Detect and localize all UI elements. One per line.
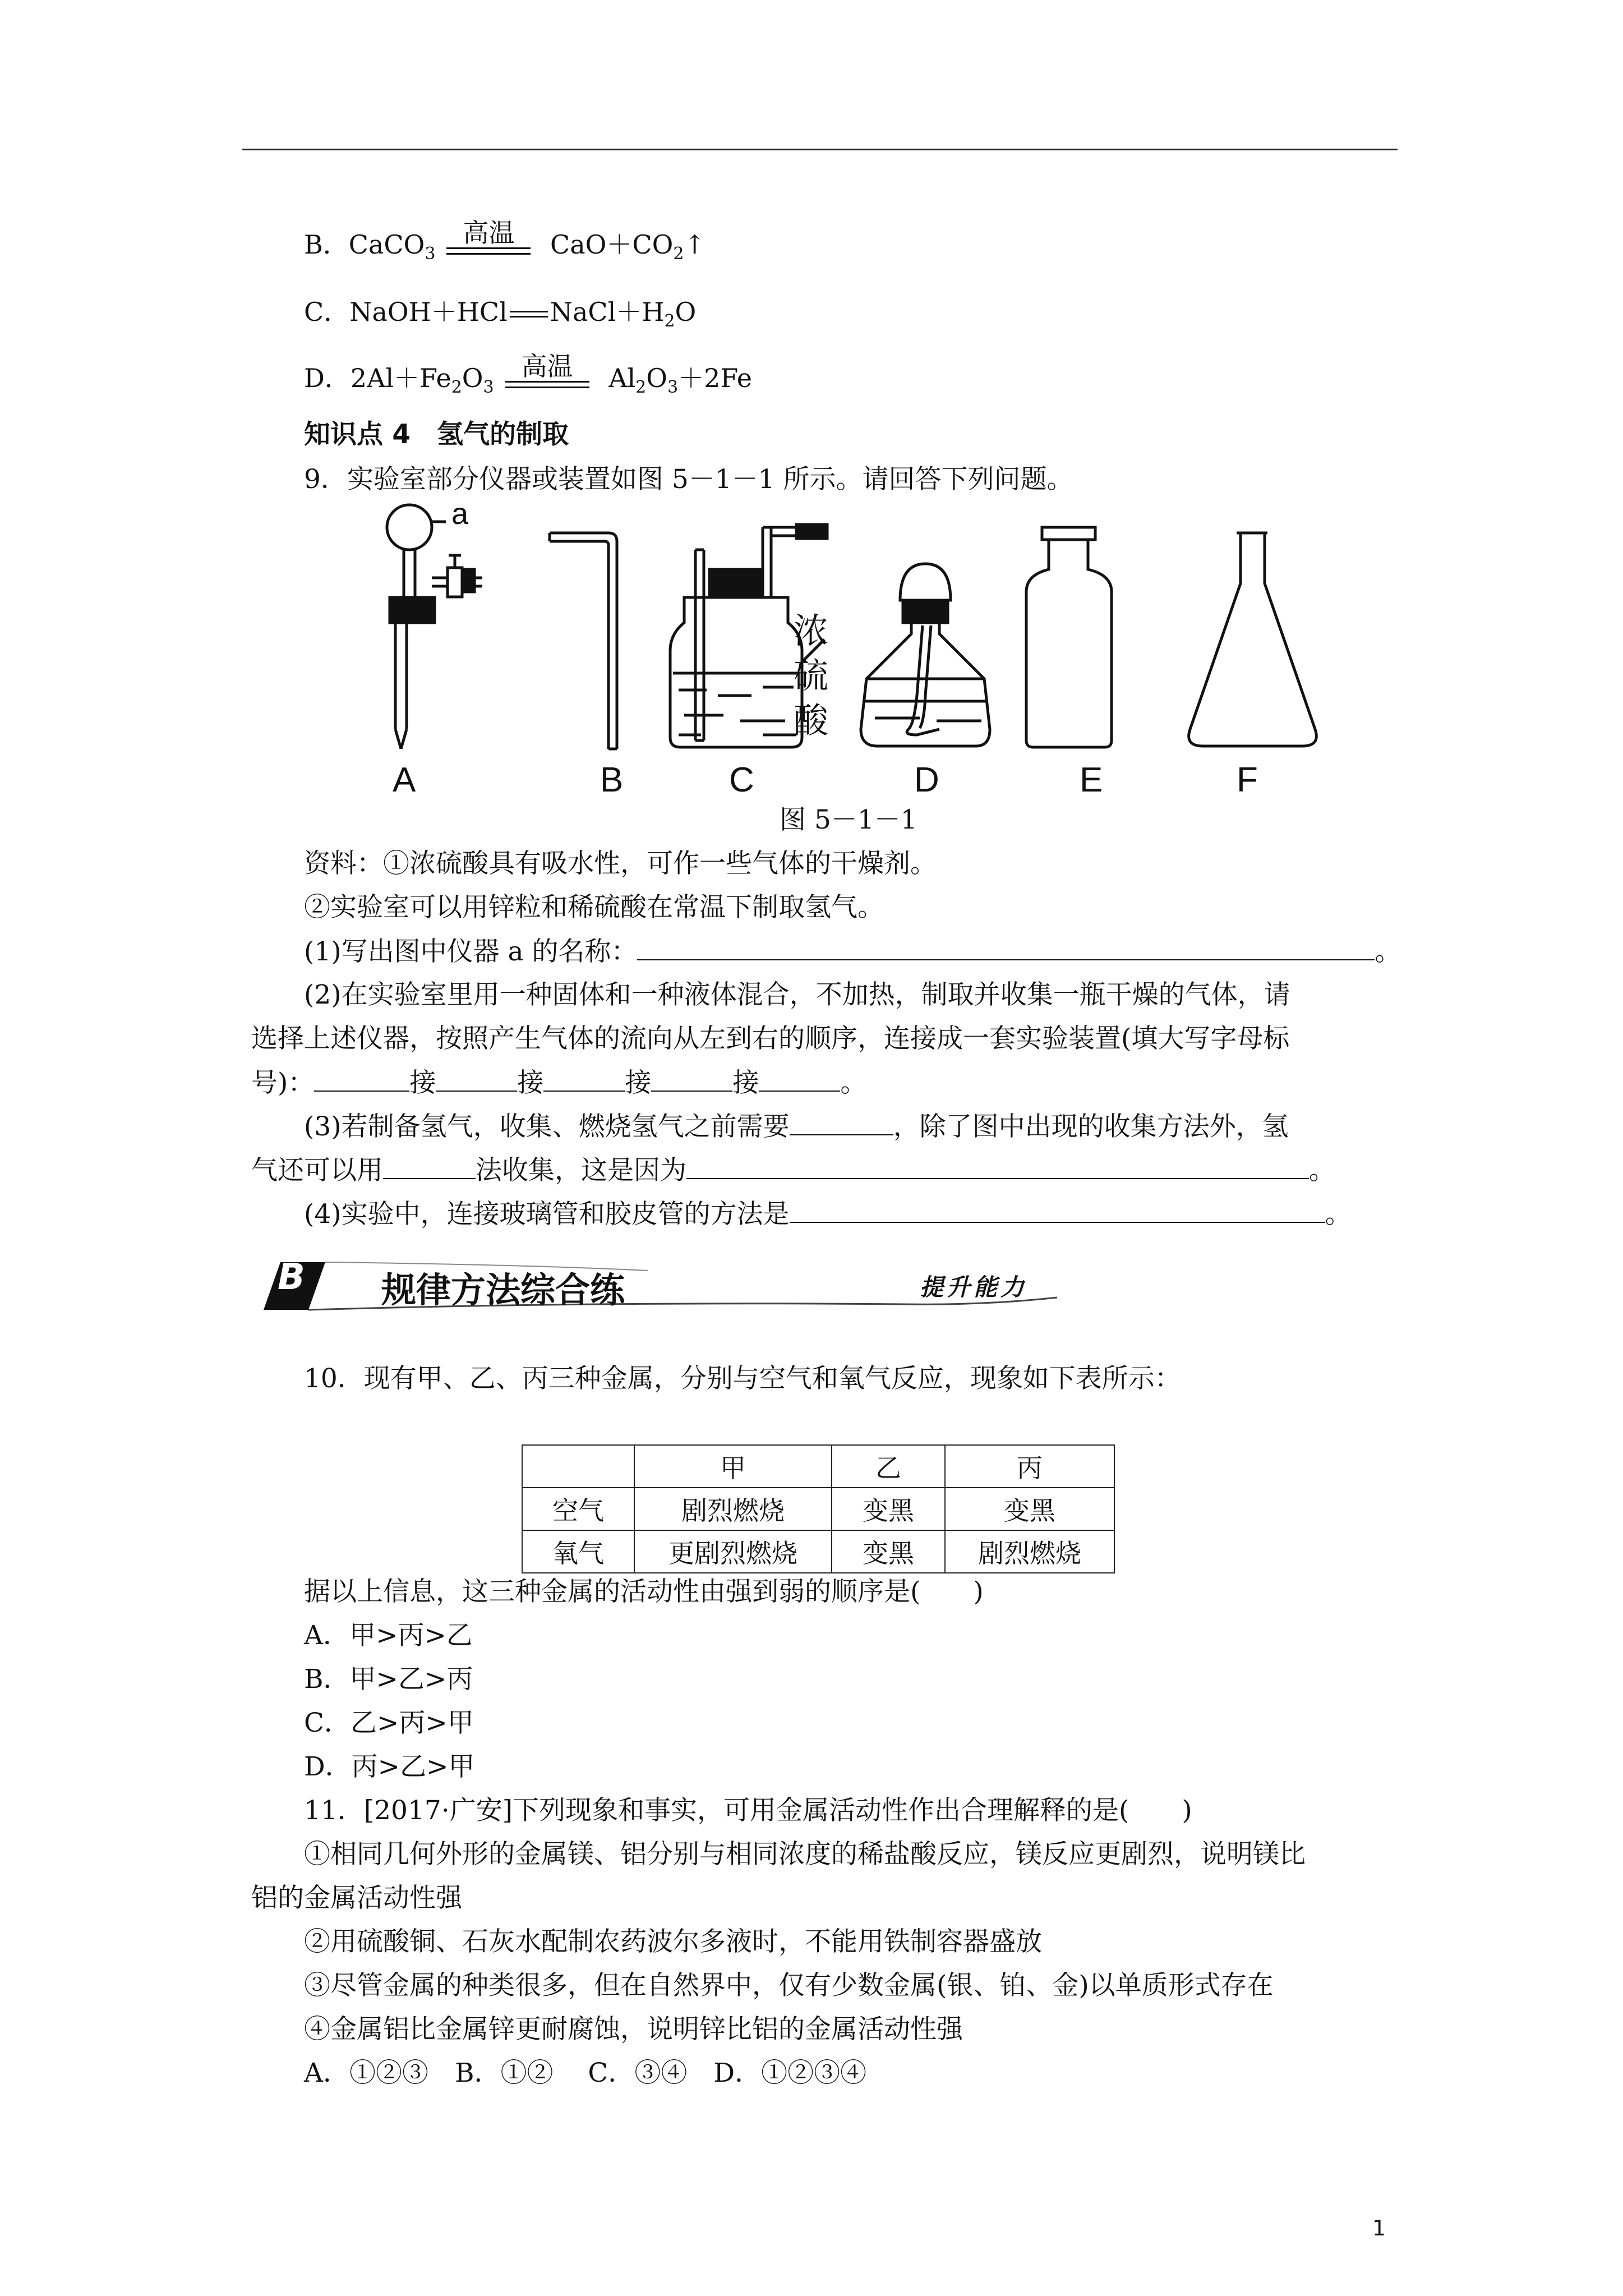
table-row: 空气 剧烈燃烧 变黑 变黑 [522,1488,1114,1530]
label-E: E [1080,761,1103,799]
q9-part-2-line3: 号)： 接 接 接 接 。 [251,1066,866,1100]
banner-letter: B [278,1257,305,1298]
separatory-funnel [387,505,482,749]
info-line-2: ②实验室可以用锌粒和稀硫酸在常温下制取氢气。 [304,892,884,923]
answer-blank[interactable] [314,1066,409,1092]
label-A: A [393,761,416,799]
q10-stem: 10．现有甲、乙、丙三种金属，分别与空气和氧气反应，现象如下表所示： [304,1363,1181,1394]
table-row: 氧气 更剧烈燃烧 变黑 剧烈燃烧 [522,1530,1114,1573]
q9-part-2-line2: 选择上述仪器，按照产生气体的流向从左到右的顺序，连接成一套实验装置(填大写字母标 [251,1023,1290,1054]
q10-option-d[interactable]: D．丙>乙>甲 [304,1751,475,1782]
observation-table [522,1444,1115,1573]
answer-blank[interactable] [637,935,1375,960]
q11-statement-4: ④金属铝比金属锌更耐腐蚀，说明锌比铝的金属活动性强 [304,2014,963,2045]
q9-part-4: (4)实验中，连接玻璃管和胶皮管的方法是 。 [304,1197,1352,1231]
label-D: D [914,761,939,799]
label-B: B [600,761,624,799]
answer-blank[interactable] [790,1110,893,1135]
reagent-bottle [1026,527,1112,747]
glass-tube [550,533,617,749]
answer-blank[interactable] [790,1197,1325,1223]
page-number: 1 [1372,2216,1386,2240]
q11-statement-1-line1: ①相同几何外形的金属镁、铝分别与相同浓度的稀盐酸反应，镁反应更剧烈，说明镁比 [304,1839,1306,1870]
condition-high-temp: 高温 [446,247,531,264]
label-a-part: a [451,497,469,531]
q9-stem: 9．实验室部分仪器或装置如图 5－1－1 所示。请回答下列问题。 [304,464,1073,495]
equation-b: B．CaCO$_3$ 高温 $CaO+CO_2↑$ [304,218,706,264]
apparatus-figure [336,494,1324,808]
q11-statement-2: ②用硫酸铜、石灰水配制农药波尔多液时，不能用铁制容器盛放 [304,1926,1042,1957]
q9-part-3-line1: (3)若制备氢气，收集、燃烧氢气之前需要 ，除了图中出现的收集方法外，氢 [304,1110,1289,1144]
acid-label: 浓 硫 酸 [794,610,829,741]
q11-stem: 11．[2017·广安]下列现象和事实，可用金属活动性作出合理解释的是( ) [304,1795,1192,1826]
q11-statement-1-line2: 铝的金属活动性强 [251,1883,462,1913]
info-line-1: 资料：①浓硫酸具有吸水性，可作一些气体的干燥剂。 [304,848,937,879]
q9-part-2-line1: (2)在实验室里用一种固体和一种液体混合，不加热，制取并收集一瓶干燥的气体，请 [304,979,1290,1010]
q10-option-b[interactable]: B．甲>乙>丙 [304,1664,473,1695]
banner-title: 规律方法综合练 [381,1269,625,1310]
equation-c: C．NaOH＋HCl $NaCl+H_2O$ [304,297,697,332]
table-header-row: 甲 乙 丙 [522,1445,1114,1488]
q10-option-a[interactable]: A．甲>丙>乙 [304,1620,473,1651]
condition-high-temp: 高温 [505,381,589,397]
q9-part-1: (1)写出图中仪器 a 的名称： 。 [304,935,1401,969]
answer-blank[interactable] [651,1066,732,1092]
q11-statement-3: ③尽管金属的种类很多，但在自然界中，仅有少数金属(银、铂、金)以单质形式存在 [304,1970,1274,2001]
conical-flask [1189,533,1317,746]
label-C: C [729,761,754,799]
q10-option-c[interactable]: C．乙>丙>甲 [304,1708,474,1738]
q10-question: 据以上信息，这三种金属的活动性由强到弱的顺序是( ) [304,1576,984,1607]
label-F: F [1237,761,1258,799]
equation-d: D．$2Al+Fe_2O_3$ 高温 $Al_2O_3+2Fe$ [304,351,752,398]
answer-blank[interactable] [759,1066,840,1092]
section-heading: 知识点 4 氢气的制取 [304,419,569,450]
answer-blank[interactable] [686,1153,1309,1179]
q9-part-3-line2: 气还可以用 法收集，这是因为 。 [251,1153,1335,1188]
figure-caption: 图 5－1－1 [780,804,917,835]
answer-blank[interactable] [543,1066,625,1092]
banner-subtitle: 提升能力 [920,1273,1028,1301]
alcohol-lamp [861,564,990,746]
answer-blank[interactable] [383,1153,476,1179]
q11-options[interactable]: A．①②③ B．①② C．③④ D．①②③④ [304,2058,867,2088]
answer-blank[interactable] [436,1066,517,1092]
header-rule [242,149,1398,150]
